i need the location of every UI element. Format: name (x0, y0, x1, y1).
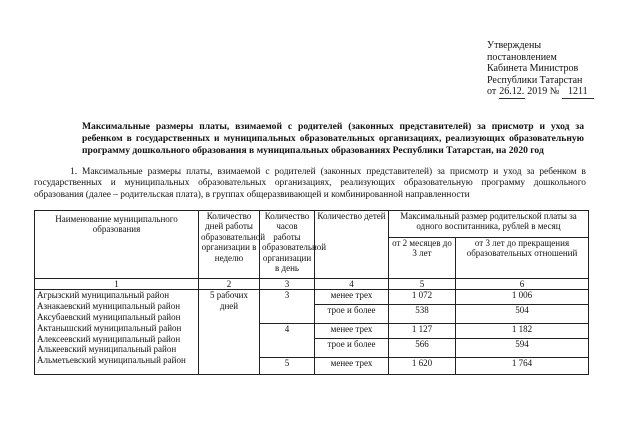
column-number: 5 (389, 279, 456, 290)
header-days: Количество дней работы образовательной организации в неделю (199, 211, 260, 279)
approval-line: Республики Татарстан (487, 74, 583, 86)
header-hours: Количество часов работы образовательной организации в день (260, 211, 315, 279)
district-name: Азнакаевский муниципальный район (37, 301, 181, 312)
column-number: 3 (260, 279, 315, 290)
column-number: 1 (35, 279, 199, 290)
date-year: 2019 № (527, 86, 560, 97)
header-age-older: от 3 лет до прекращения образовательных отношений (456, 238, 589, 279)
work-days: 5 рабочих дней (199, 290, 260, 375)
fee-young-cell: 1 620 (389, 358, 456, 375)
district-name: Агрызский муниципальный район (37, 290, 170, 301)
children-cell: трое и более (315, 339, 389, 358)
children-cell: менее трех (315, 358, 389, 375)
fee-young-cell: 1 127 (389, 324, 456, 339)
fee-older-cell: 594 (456, 339, 589, 358)
column-number: 6 (456, 279, 589, 290)
district-name: Аксубаевский муниципальный район (37, 312, 181, 322)
approval-date-line (487, 86, 594, 99)
column-numbers-row (35, 279, 589, 290)
hours-cell: 4 (260, 324, 315, 358)
document-title: Максимальные размеры платы, взимаемой с родителей (законных представителей) за присмотр и уход за ребенком в государственных и муниципальных образовательных организациях, реализующих образовательную программу дошкольного образования в муниципальных образованиях Республики Татарстан, на 2020 год (82, 121, 584, 156)
children-cell: трое и более (315, 305, 389, 324)
header-municipality: Наименование муниципального образования (35, 211, 199, 279)
fee-young-cell: 566 (389, 339, 456, 358)
hours-cell: 3 (260, 290, 315, 324)
date-prefix: от (487, 86, 497, 97)
fee-young-cell: 1 072 (389, 290, 456, 305)
hours-cell: 5 (260, 358, 315, 375)
intro-paragraph (34, 167, 586, 201)
approval-line: Кабинета Министров (487, 63, 579, 74)
intro-text: 1. Максимальные размеры платы, взимаемой с родителей (законных представителей) за присмотр и уход за ребенком в государственных и муниципальных образовательных организациях, реализующих образовательную программу дошкольного образования (далее – родительская плата), в группах общеразвивающей и комбинированной направленности (34, 167, 586, 200)
fee-older-cell: 1 006 (456, 290, 589, 305)
approval-stamp (487, 40, 594, 99)
header-row (35, 211, 589, 238)
fee-older-cell: 1 182 (456, 324, 589, 339)
district-name: Алькеевский муниципальный район (37, 344, 177, 355)
header-children: Количество детей (315, 211, 389, 279)
table-row (35, 290, 589, 305)
fee-older-cell: 504 (456, 305, 589, 324)
children-cell: менее трех (315, 324, 389, 339)
date-day-month: 26.12. (499, 86, 525, 97)
approval-line: Утверждены (487, 40, 542, 51)
children-cell: менее трех (315, 290, 389, 305)
district-name: Альметьевский муниципальный район (37, 355, 186, 366)
decree-number: 1211 (562, 86, 594, 99)
fee-older-cell: 1 764 (456, 358, 589, 375)
header-age-young: от 2 месяцев до 3 лет (389, 238, 456, 279)
approval-line: постановлением (487, 51, 557, 63)
header-max-fee: Максимальный размер родительской платы за одного воспитанника, рублей в месяц (389, 211, 589, 238)
district-name: Алексеевский муниципальный район (37, 333, 181, 344)
column-number: 4 (315, 279, 389, 290)
fees-table (34, 210, 589, 375)
district-name: Актанышский муниципальный район (37, 322, 182, 333)
column-number: 2 (199, 279, 260, 290)
fee-young-cell: 538 (389, 305, 456, 324)
district-list (35, 290, 199, 375)
